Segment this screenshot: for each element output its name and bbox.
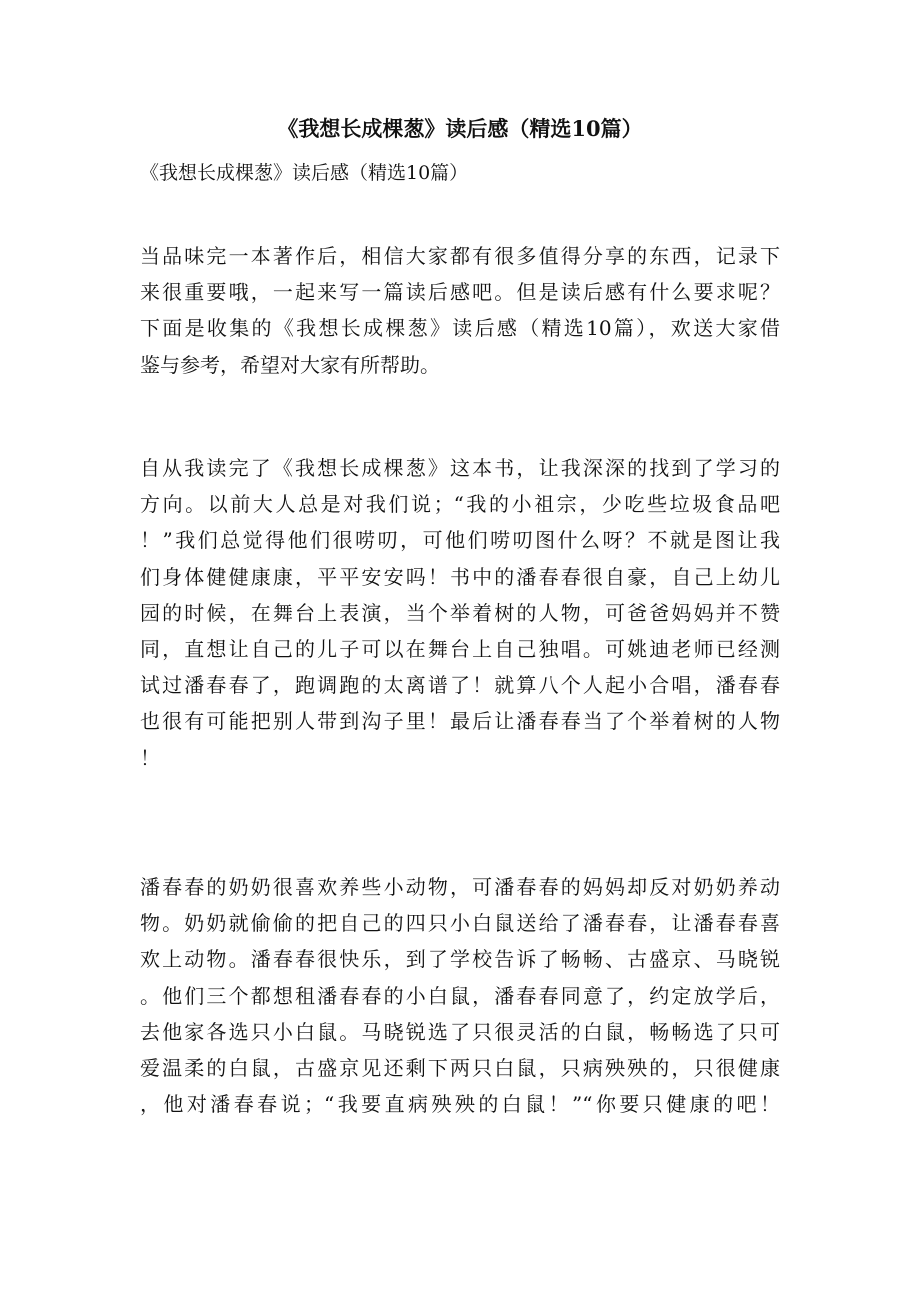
paragraph-essay-2 — [140, 869, 780, 1122]
text-line: 试过潘春春了，跑调跑的太离谱了！就算八个人起小合唱，潘春春 — [140, 673, 780, 698]
paragraph-intro — [140, 238, 780, 383]
text-line: ，他对潘春春说；“我要直病殃殃的白鼠！”“你要只健康的吧！ — [140, 1092, 780, 1117]
text-line: 当品味完一本著作后，相信大家都有很多值得分享的东西，记录下 — [140, 244, 780, 268]
text-line: 们身体健健康康，平平安安吗！书中的潘春春很自豪，自己上幼儿 — [140, 564, 780, 589]
text-line: 自从我读完了《我想长成棵葱》这本书，让我深深的找到了学习的 — [140, 456, 780, 480]
text-line: 方向。以前大人总是对我们说；“我的小祖宗，少吃些垃圾食品吧 — [140, 492, 780, 517]
text-line: 物。奶奶就偷偷的把自己的四只小白鼠送给了潘春春，让潘春春喜 — [140, 911, 780, 936]
paragraph-essay-1 — [140, 450, 780, 776]
document-title: 《我想长成棵葱》读后感（精选10篇） — [277, 116, 643, 141]
document-subtitle: 《我想长成棵葱》读后感（精选10篇） — [140, 162, 469, 184]
text-line: 欢上动物。潘春春很快乐，到了学校告诉了畅畅、古盛京、马晓锐 — [140, 947, 780, 972]
text-line: ！”我们总觉得他们很唠叨，可他们唠叨图什么呀？不就是图让我 — [140, 528, 780, 553]
text-line: 鉴与参考，希望对大家有所帮助。 — [140, 352, 440, 377]
text-line: 。他们三个都想租潘春春的小白鼠，潘春春同意了，约定放学后， — [140, 983, 780, 1008]
text-line: 爱温柔的白鼠，古盛京见还剩下两只白鼠，只病殃殃的，只很健康 — [140, 1056, 780, 1081]
text-line: ！ — [140, 745, 160, 770]
text-line: 同，直想让自己的儿子可以在舞台上自己独唱。可姚迪老师已经测 — [140, 637, 780, 662]
text-line: 去他家各选只小白鼠。马晓锐选了只很灵活的白鼠，畅畅选了只可 — [140, 1019, 780, 1044]
text-line: 下面是收集的《我想长成棵葱》读后感（精选10篇），欢送大家借 — [140, 316, 780, 341]
text-line: 园的时候，在舞台上表演，当个举着树的人物，可爸爸妈妈并不赞 — [140, 600, 780, 625]
text-line: 也很有可能把别人带到沟子里！最后让潘春春当了个举着树的人物 — [140, 709, 780, 734]
text-line: 来很重要哦，一起来写一篇读后感吧。但是读后感有什么要求呢？ — [140, 280, 780, 305]
text-line: 潘春春的奶奶很喜欢养些小动物，可潘春春的妈妈却反对奶奶养动 — [140, 875, 780, 899]
